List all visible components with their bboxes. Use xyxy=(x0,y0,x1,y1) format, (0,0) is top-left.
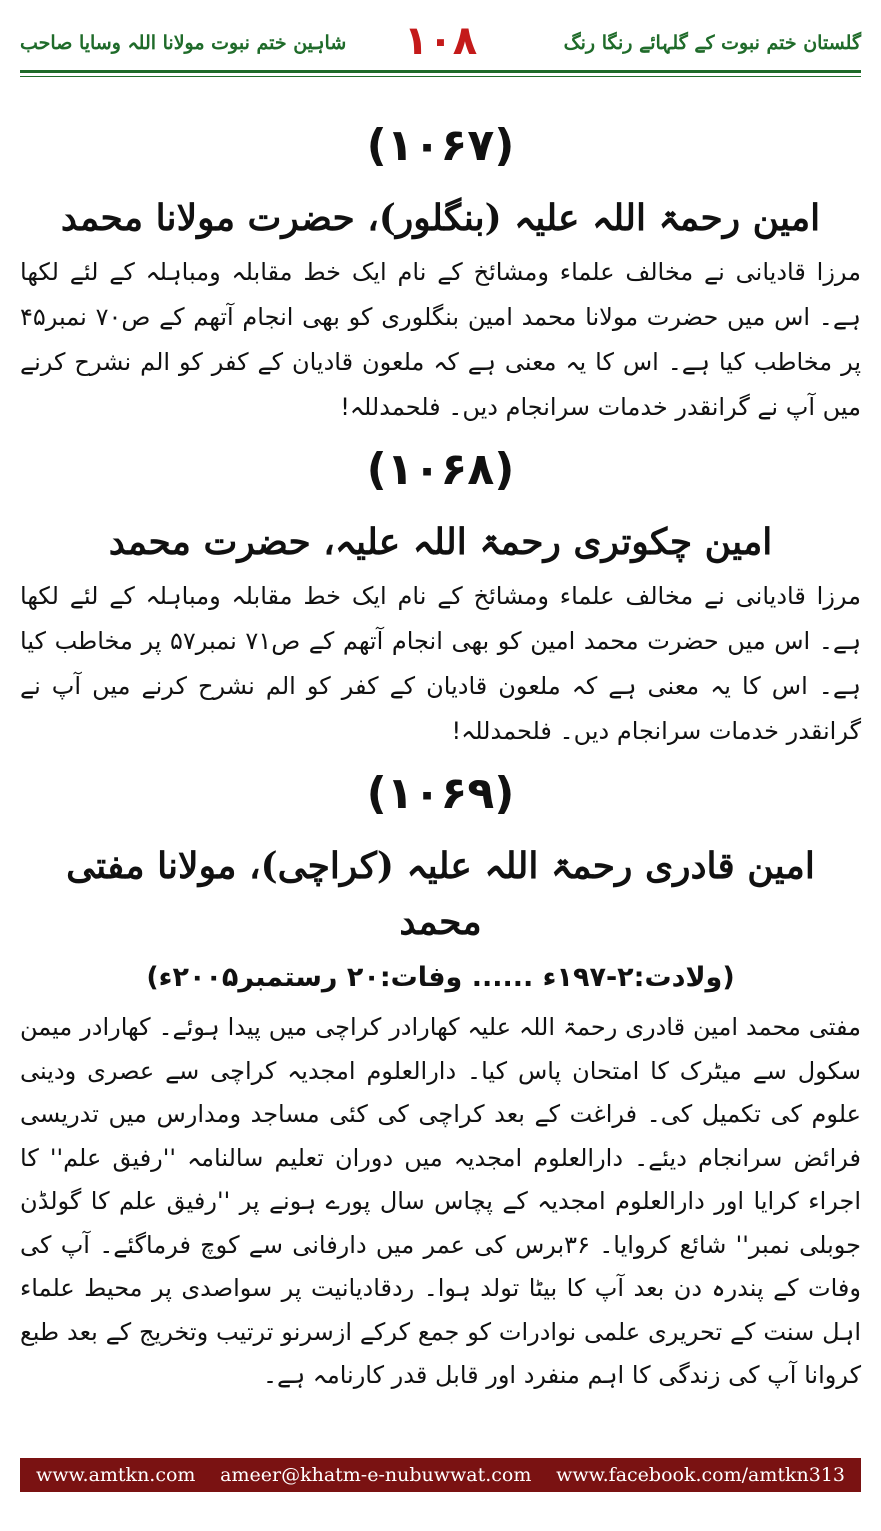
header-book-title: گلستان ختم نبوت کے گلہائے رنگا رنگ xyxy=(563,32,861,54)
entry-number: (۱۰۶۷) xyxy=(366,120,515,171)
entry-paragraph: مرزا قادیانی نے مخالف علماء ومشائخ کے نام ایک خط مقابلہ ومباہلہ کے لئے لکھا ہے۔ اس میں حضرت محمد امین کو بھی انجام آتھم کے ص۷۱ نمبر۵۷ پر مخاطب کیا ہے۔ اس کا یہ معنی ہے کہ ملعون قادیان کے کفر کو الم نشرح کرنے میں آپ نے گرانقدر خدمات سرانجام دیں۔ فلحمدللہ! xyxy=(20,582,862,745)
entry-paragraph: مرزا قادیانی نے مخالف علماء ومشائخ کے نام ایک خط مقابلہ ومباہلہ کے لئے لکھا ہے۔ اس میں حضرت مولانا محمد امین بنگلوری کو بھی انجام آتھم کے ص۷۰ نمبر۴۵ پر مخاطب کیا ہے۔ اس کا یہ معنی ہے کہ ملعون قادیان کے کفر کو الم نشرح کرنے میں آپ نے گرانقدر خدمات سرانجام دیں۔ فلحمدللہ! xyxy=(20,258,861,421)
page-header xyxy=(20,14,861,72)
header-divider xyxy=(20,70,861,73)
footer-website-link[interactable]: www.amtkn.com xyxy=(36,1464,196,1486)
header-divider-thin xyxy=(20,76,861,77)
entry-1067 xyxy=(20,116,861,430)
entry-dates: (ولادت:۲-۱۹۷ء ...... وفات:۲۰ رستمبر۲۰۰۵ء) xyxy=(146,962,735,993)
header-author-title: شاہین ختم نبوت مولانا اللہ وسایا صاحب xyxy=(20,32,347,54)
page-content xyxy=(20,110,861,1408)
entry-paragraph: مفتی محمد امین قادری رحمۃ اللہ علیہ کھارادر کراچی میں پیدا ہوئے۔ کھارادر میمن سکول سے میٹرک کا امتحان پاس کیا۔ دارالعلوم امجدیہ کراچی سے عصری ودینی علوم کی تکمیل کی۔ فراغت کے بعد کراچی کی کئی مساجد ومدارس میں تدریسی فرائض سرانجام دیئے۔ دارالعلوم امجدیہ میں دوران تعلیم سالنامہ ''رفیق علم'' کا اجراء کرایا اور دارالعلوم امجدیہ کے پچاس سال پورے ہونے پر ''رفیق علم کا گولڈن جوبلی نمبر'' شائع کروایا۔ ۳۶برس کی عمر میں دارفانی سے کوچ فرماگئے۔ آپ کی وفات کے پندرہ دن بعد آپ کا بیٹا تولد ہوا۔ ردقادیانیت پر سواصدی پر محیط علماء اہل سنت کے تحریری علمی نوادرات کو جمع کرکے ازسرنو ترتیب وتخریج کے بعد طبع کروانا آپ کی زندگی کا اہم منفرد اور قابل قدر کارنامہ ہے۔ xyxy=(20,1013,861,1389)
entry-title: امین قادری رحمۃ اللہ علیہ (کراچی)، مولانا مفتی محمد xyxy=(66,845,815,943)
page-number: ۱۰۸ xyxy=(403,18,478,64)
footer-facebook-link[interactable]: www.facebook.com/amtkn313 xyxy=(556,1464,845,1486)
entry-title: امین چکوتری رحمۃ اللہ علیہ، حضرت محمد xyxy=(108,521,773,563)
entry-title: امین رحمۃ اللہ علیہ (بنگلور)، حضرت مولانا محمد xyxy=(60,197,821,239)
entry-number: (۱۰۶۸) xyxy=(366,444,515,495)
footer-email-link[interactable]: ameer@khatm-e-nubuwwat.com xyxy=(220,1464,532,1486)
entry-number: (۱۰۶۹) xyxy=(366,768,515,819)
entry-1068 xyxy=(20,440,861,754)
entry-1069 xyxy=(20,764,861,1398)
page-footer xyxy=(20,1458,861,1492)
